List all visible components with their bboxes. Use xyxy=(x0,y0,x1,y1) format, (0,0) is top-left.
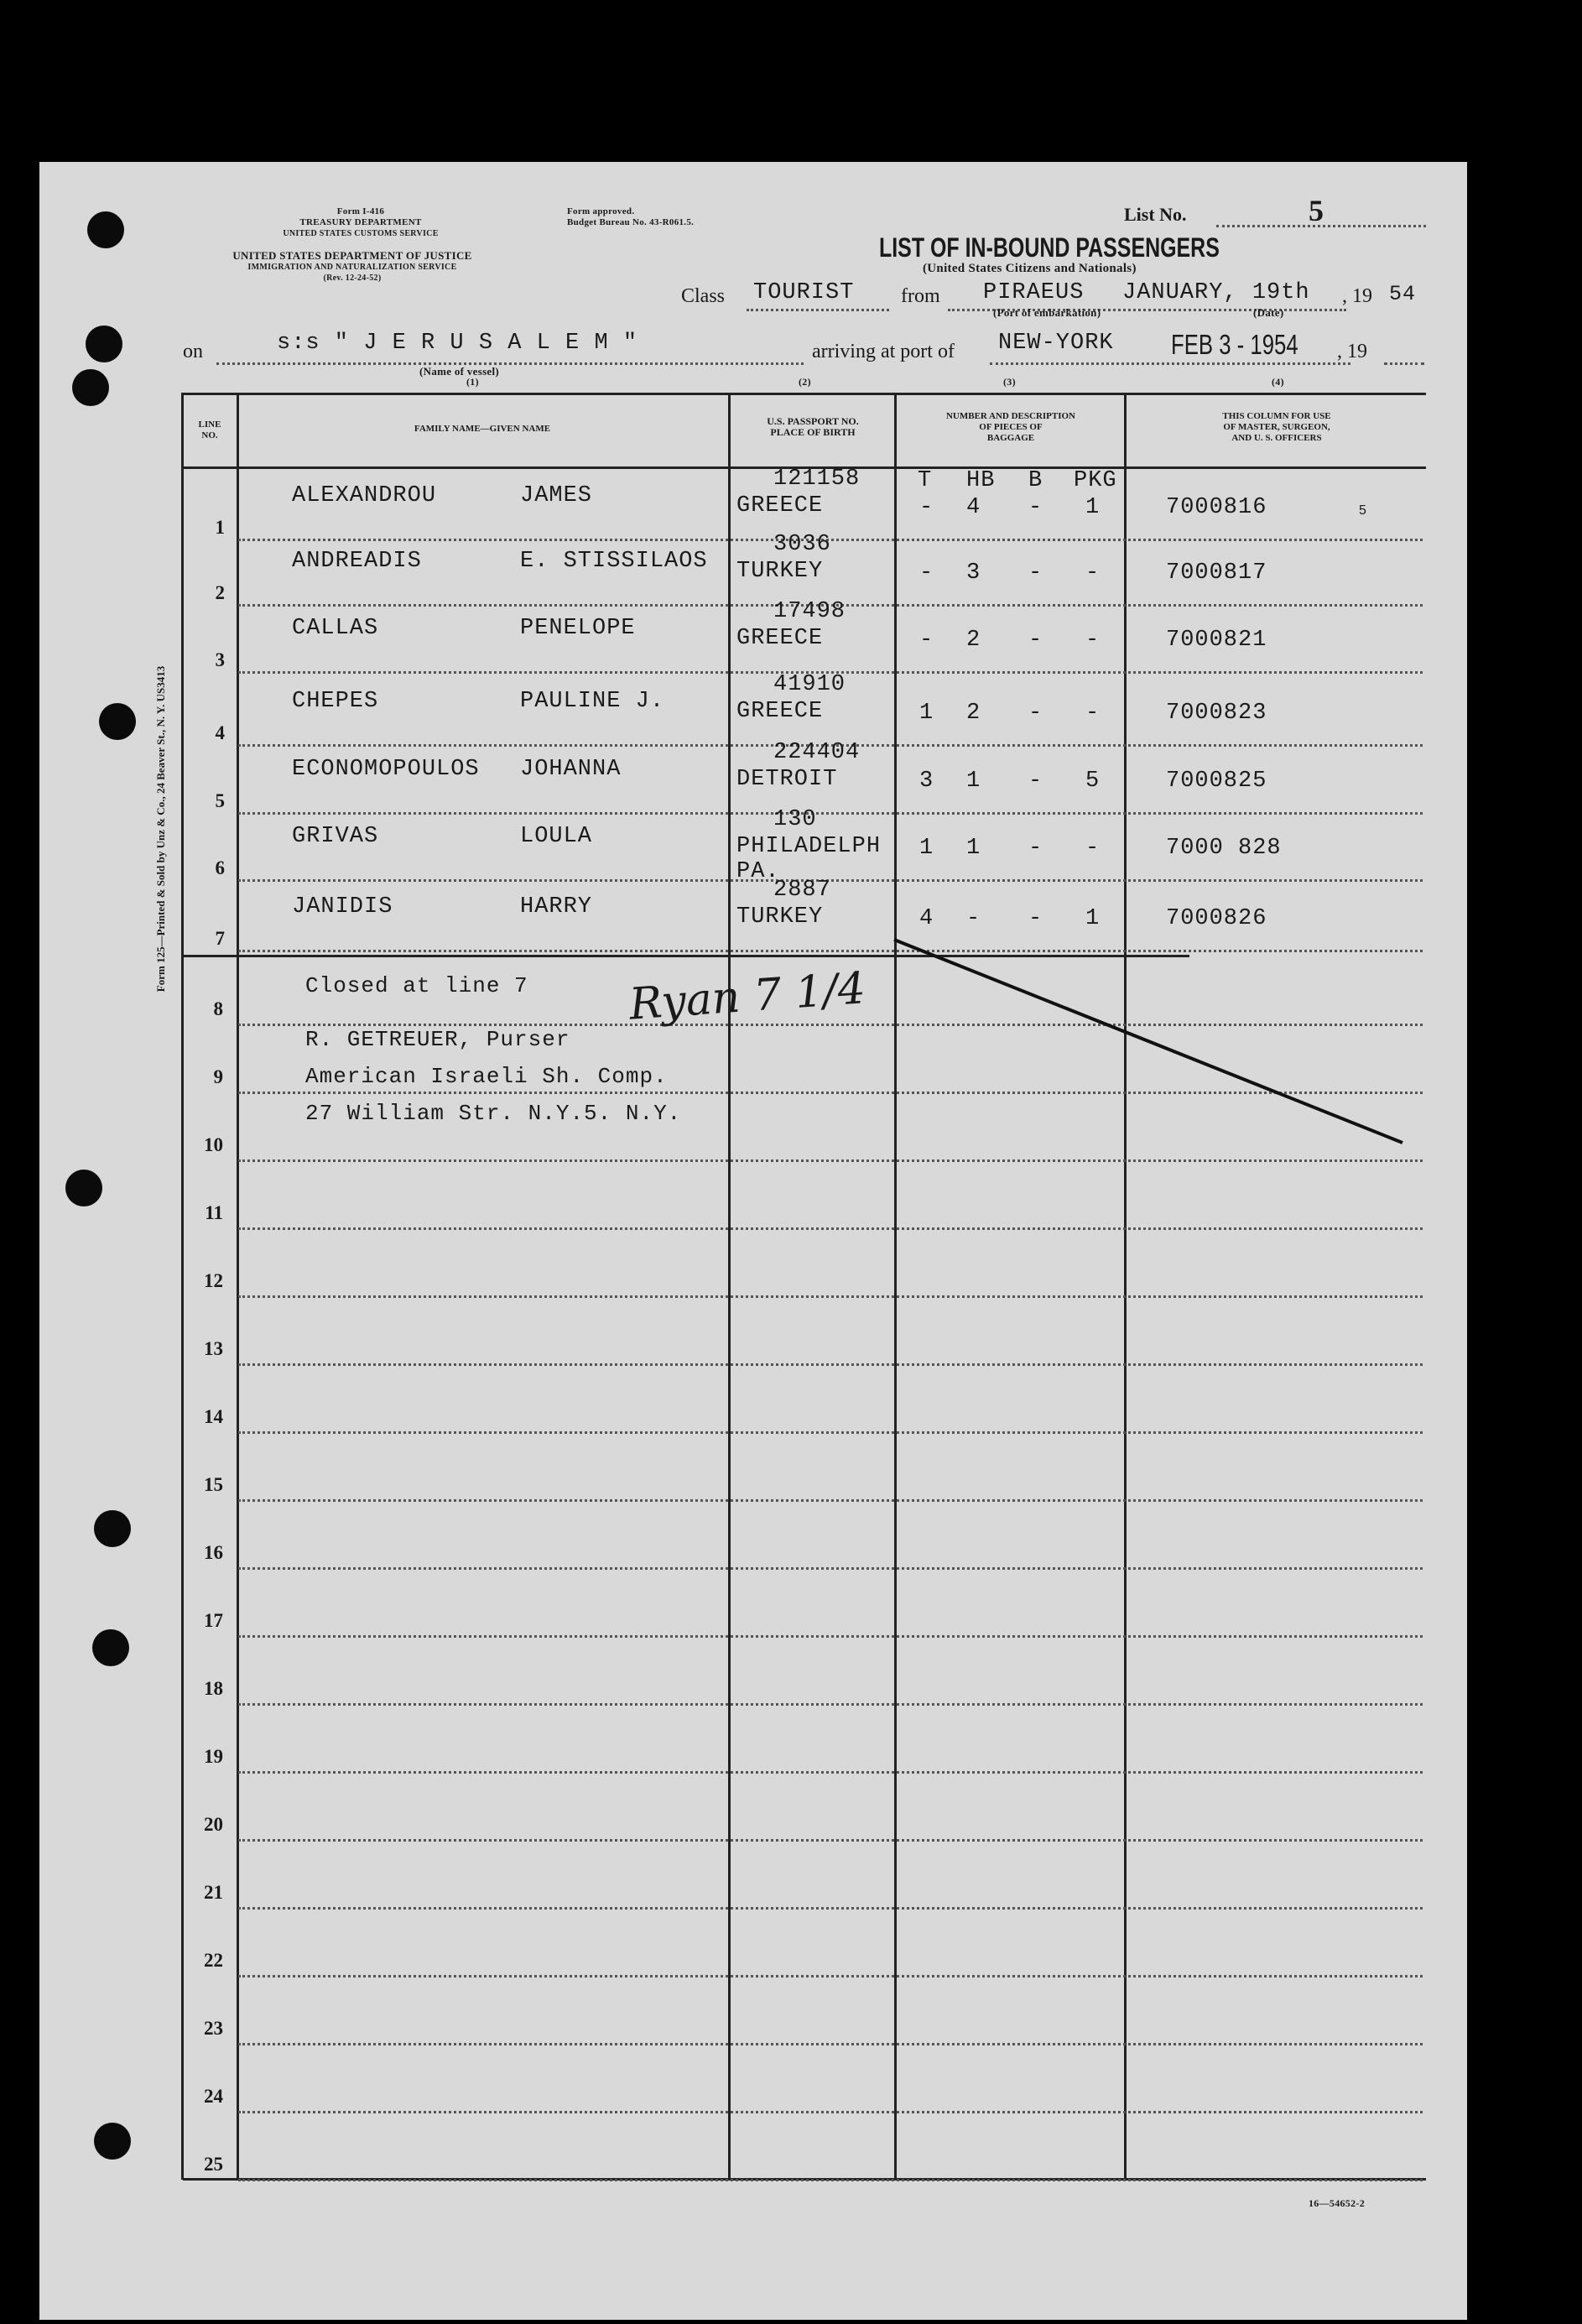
list-no-value: 5 xyxy=(1309,194,1324,227)
row-line-number: 4 xyxy=(215,722,225,743)
passport-number: 3036 xyxy=(773,532,831,557)
vessel-name: s:s " J E R U S A L E M " xyxy=(277,331,638,356)
bag-sub-B: B xyxy=(1028,468,1043,493)
list-no-label: List No. xyxy=(1124,204,1187,225)
row-line-number: 14 xyxy=(204,1406,223,1427)
date-caption: (Date) xyxy=(1253,306,1284,319)
family-name: ANDREADIS xyxy=(292,549,422,574)
closing-line-2: R. GETREUER, Purser xyxy=(305,1027,570,1052)
approval-line-1: Form approved. xyxy=(567,206,635,216)
closing-line-4: 27 William Str. N.Y.5. N.Y. xyxy=(305,1101,682,1126)
place-of-birth: TURKEY xyxy=(736,904,824,930)
purser-signature: Ryan 7 1/4 xyxy=(627,963,867,1030)
place-of-birth: GREECE xyxy=(736,699,824,724)
given-name: PENELOPE xyxy=(520,616,636,641)
form-title: LIST OF IN-BOUND PASSENGERS xyxy=(879,232,1220,263)
caption-4: (4) xyxy=(1272,376,1284,388)
family-name: CHEPES xyxy=(292,689,379,714)
bag-B: - xyxy=(1028,701,1043,726)
bag-B: - xyxy=(1028,769,1043,794)
bag-HB: 1 xyxy=(966,836,981,861)
officer-entry: 7000817 xyxy=(1166,560,1267,586)
row-line-number: 15 xyxy=(204,1474,223,1495)
bag-PKG: 5 xyxy=(1085,769,1101,794)
bag-B: - xyxy=(1028,906,1043,931)
given-name: E. STISSILAOS xyxy=(520,549,708,574)
row-line-number: 25 xyxy=(204,2154,223,2175)
passport-number: 17498 xyxy=(773,599,846,624)
footer-code: 16—54652-2 xyxy=(1309,2197,1365,2209)
row-line-number: 6 xyxy=(215,857,225,878)
bag-HB: 3 xyxy=(966,560,981,586)
bag-T: - xyxy=(919,495,934,520)
bag-B: - xyxy=(1028,628,1043,653)
row-line-number: 21 xyxy=(204,1882,223,1903)
row-line-number: 22 xyxy=(204,1950,223,1971)
bag-PKG: - xyxy=(1085,836,1101,861)
row-line-number: 24 xyxy=(204,2086,223,2107)
port-caption: (Port of embarkation) xyxy=(993,306,1101,319)
col-head-passport: U.S. PASSPORT NO. PLACE OF BIRTH xyxy=(767,415,859,438)
arrival-year-suffix: , 19 xyxy=(1337,341,1367,362)
bag-HB: 4 xyxy=(966,495,981,520)
approval-line-2: Budget Bureau No. 43-R061.5. xyxy=(567,217,695,227)
bag-T: 3 xyxy=(919,769,934,794)
justice-line-3: (Rev. 12-24-52) xyxy=(323,274,382,283)
given-name: PAULINE J. xyxy=(520,689,665,714)
officer-entry: 7000823 xyxy=(1166,701,1267,726)
officer-entry: 7000825 xyxy=(1166,769,1267,794)
place-of-birth: GREECE xyxy=(736,493,824,518)
row-line-number: 17 xyxy=(204,1610,223,1631)
arriving-label: arriving at port of xyxy=(812,341,955,362)
bag-T: 4 xyxy=(919,906,934,931)
row-line-number: 11 xyxy=(205,1202,223,1223)
place-of-birth: DETROIT xyxy=(736,767,838,792)
row-line-number: 23 xyxy=(204,2018,223,2039)
passport-number: 224404 xyxy=(773,740,861,765)
officer-mark: 5 xyxy=(1359,503,1366,518)
treasury-line-2: UNITED STATES CUSTOMS SERVICE xyxy=(283,229,439,238)
bag-T: 1 xyxy=(919,701,934,726)
justice-line-2: IMMIGRATION AND NATURALIZATION SERVICE xyxy=(247,263,457,272)
bag-B: - xyxy=(1028,836,1043,861)
row-line-number: 1 xyxy=(215,517,225,538)
row-line-number: 3 xyxy=(215,649,225,670)
bag-HB: - xyxy=(966,906,981,931)
given-name: HARRY xyxy=(520,894,593,920)
row-line-number: 12 xyxy=(204,1270,223,1291)
row-line-number: 18 xyxy=(204,1678,223,1699)
bag-T: - xyxy=(919,560,934,586)
family-name: ECONOMOPOULOS xyxy=(292,757,480,782)
col-head-officers: THIS COLUMN FOR USE OF MASTER, SURGEON, AND U. S. OFFICERS xyxy=(1222,411,1331,443)
closing-line-1: Closed at line 7 xyxy=(305,973,528,998)
justice-line-1: UNITED STATES DEPARTMENT OF JUSTICE xyxy=(232,249,472,262)
bag-HB: 1 xyxy=(966,769,981,794)
form-number: Form I-416 xyxy=(336,206,385,216)
row-line-number: 10 xyxy=(204,1134,223,1155)
bag-sub-HB: HB xyxy=(966,468,996,493)
caption-2: (2) xyxy=(799,376,811,388)
treasury-line-1: TREASURY DEPARTMENT xyxy=(299,217,422,227)
row-line-number: 16 xyxy=(204,1542,223,1563)
closing-line-3: American Israeli Sh. Comp. xyxy=(305,1064,668,1089)
passport-number: 2887 xyxy=(773,878,831,903)
caption-3: (3) xyxy=(1003,376,1016,388)
row-line-number: 20 xyxy=(204,1814,223,1835)
bag-PKG: - xyxy=(1085,701,1101,726)
family-name: CALLAS xyxy=(292,616,379,641)
date-value: JANUARY, 19th xyxy=(1122,280,1310,305)
vessel-caption: (Name of vessel) xyxy=(419,365,500,378)
family-name: ALEXANDROU xyxy=(292,483,437,508)
passport-number: 121158 xyxy=(773,466,861,492)
bag-sub-PKG: PKG xyxy=(1074,468,1117,493)
class-label: Class xyxy=(681,285,726,307)
arrival-stamp: FEB 3 - 1954 xyxy=(1171,329,1298,360)
col-head-baggage: NUMBER AND DESCRIPTION OF PIECES OF BAGGAGE xyxy=(945,411,1076,443)
from-label: from xyxy=(901,285,940,307)
side-imprint: Form 125—Printed & Sold by Unz & Co., 24 Beaver St., N. Y. US3413 xyxy=(154,665,167,993)
bag-PKG: - xyxy=(1085,628,1101,653)
col-head-name: FAMILY NAME—GIVEN NAME xyxy=(414,424,551,434)
officer-entry: 7000826 xyxy=(1166,906,1267,931)
bag-T: 1 xyxy=(919,836,934,861)
officer-entry: 7000816 xyxy=(1166,495,1267,520)
place-of-birth: PHILADELPH PA. xyxy=(736,834,882,884)
row-line-number: 7 xyxy=(215,928,225,949)
bag-HB: 2 xyxy=(966,628,981,653)
passport-number: 41910 xyxy=(773,672,846,697)
bag-T: - xyxy=(919,628,934,653)
row-line-number: 8 xyxy=(213,998,223,1019)
passport-number: 130 xyxy=(773,807,817,832)
caption-1: (1) xyxy=(466,376,479,388)
officer-entry: 7000 828 xyxy=(1166,836,1282,861)
class-value: TOURIST xyxy=(753,280,855,305)
place-of-birth: TURKEY xyxy=(736,559,824,584)
given-name: LOULA xyxy=(520,824,593,849)
bag-HB: 2 xyxy=(966,701,981,726)
col-head-line: LINE NO. xyxy=(198,419,221,440)
given-name: JOHANNA xyxy=(520,757,622,782)
officer-entry: 7000821 xyxy=(1166,628,1267,653)
row-line-number: 9 xyxy=(213,1066,223,1087)
bag-B: - xyxy=(1028,495,1043,520)
bag-B: - xyxy=(1028,560,1043,586)
row-line-number: 19 xyxy=(204,1746,223,1767)
given-name: JAMES xyxy=(520,483,593,508)
row-line-number: 5 xyxy=(215,790,225,811)
from-value: PIRAEUS xyxy=(983,280,1085,305)
family-name: JANIDIS xyxy=(292,894,393,920)
arrival-port: NEW-YORK xyxy=(998,331,1114,356)
bag-PKG: - xyxy=(1085,560,1101,586)
year-value: 54 xyxy=(1389,282,1417,306)
on-label: on xyxy=(183,341,203,362)
form-subtitle: (United States Citizens and Nationals) xyxy=(923,262,1137,275)
bag-PKG: 1 xyxy=(1085,495,1101,520)
bag-PKG: 1 xyxy=(1085,906,1101,931)
place-of-birth: GREECE xyxy=(736,626,824,651)
bag-sub-T: T xyxy=(918,468,933,493)
row-line-number: 13 xyxy=(204,1338,223,1359)
year-prefix: , 19 xyxy=(1342,285,1372,307)
family-name: GRIVAS xyxy=(292,824,379,849)
row-line-number: 2 xyxy=(215,582,225,603)
